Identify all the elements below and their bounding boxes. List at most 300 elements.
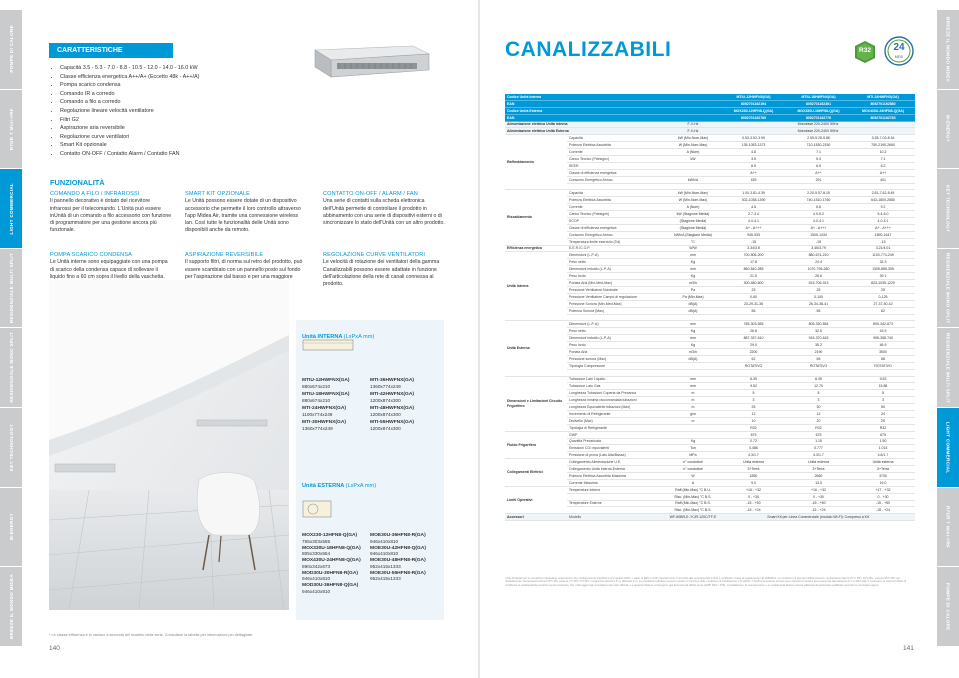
value-cell: 20 (786, 417, 851, 424)
table-row (505, 176, 915, 183)
value-cell: MOX330U-18HFN8-Q(GA) (786, 107, 851, 114)
value-cell: MTIU-12HWFNX(GA) (721, 94, 786, 100)
value-cell: 740-1510-1760 (786, 197, 851, 204)
unit-dimensions: 1100x774x249 (302, 411, 333, 417)
value-cell: 26.6 (721, 328, 786, 335)
row-label: Temperature interne (567, 486, 665, 493)
unit-cell: mm (665, 335, 721, 342)
row-label: Pressione Sonora (Min-Med-Max) (567, 300, 665, 307)
unit-cell: (Stagione Media) (665, 218, 721, 225)
value-cell: 189 (721, 176, 786, 183)
value-cell: 32.5 (786, 328, 851, 335)
unit-dimension-item (370, 392, 434, 403)
value-cell: 3 (851, 397, 915, 404)
value-cell: A++ (851, 169, 915, 176)
value-cell: 0 - +30 (721, 493, 786, 500)
value-cell: MOX230-12HFN8-Q(GA) (721, 107, 786, 114)
table-row (505, 486, 915, 493)
value-cell: 29.0 (721, 342, 786, 349)
external-unit-title (302, 483, 376, 489)
value-cell: 12.70 (786, 383, 851, 390)
unit-dimension-item (302, 420, 366, 431)
row-label: Portata Aria (567, 348, 665, 355)
section-tab-label: RESIDENZIALE MONO SPLIT (8, 332, 14, 403)
row-label: Consumo Energetico Annuo (567, 176, 665, 183)
row-label: EAN (505, 100, 721, 107)
row-label: Alimentazione elettrica Unità Esterna (505, 128, 665, 135)
unit-cell (665, 183, 721, 190)
feature-item: • Comando IR a corredo (60, 90, 199, 99)
value-cell: 2190 (786, 348, 851, 355)
value-cell: 1.15 (786, 438, 851, 445)
table-row (505, 204, 915, 211)
unit-cell (665, 169, 721, 176)
table-row (505, 197, 915, 204)
unit-cell: Kg (665, 273, 721, 280)
unit-cell: mm (665, 266, 721, 273)
value-cell: -15 (786, 238, 851, 245)
value-cell: 4.0-4.1 (851, 218, 915, 225)
row-label: Consumo Energetico Annuo (567, 231, 665, 238)
ducted-unit-image (303, 40, 433, 82)
section-tab-label: BREEZE IL MONDO MIDEA (945, 16, 951, 82)
value-cell: 6.5 (786, 162, 851, 169)
value-cell: 1505-1434 (786, 231, 851, 238)
table-row (505, 121, 915, 128)
value-cell: 401 (851, 176, 915, 183)
value-cell: 3 (786, 397, 851, 404)
value-cell: 5 (851, 390, 915, 397)
unit-cell: kW (Stagione Media) (665, 211, 721, 218)
feature-item: • Pompa scarico condensa (60, 81, 199, 90)
unit-cell: WF-60BR-E / KJR-120C/TF-E (665, 514, 721, 521)
value-cell: 710-1530-2150 (786, 142, 851, 149)
value-cell: +16 - +32 (721, 486, 786, 493)
value-cell: 25 (786, 286, 851, 293)
unit-cell: kW (Min-Nom-Max) (665, 190, 721, 197)
table-row (505, 472, 915, 479)
function-block (185, 191, 307, 235)
unit-cell: A (Nom) (665, 204, 721, 211)
row-label: Corrente (567, 149, 665, 156)
unit-dimension-item (302, 406, 366, 417)
unit-cell: m3/h (665, 348, 721, 355)
table-row (505, 211, 915, 218)
row-label: Capacità (567, 190, 665, 197)
unit-cell: W (Min-Nom-Max) (665, 142, 721, 149)
unit-dimension-item (370, 378, 434, 389)
value-cell: 945-933 (721, 231, 786, 238)
value-cell: 4.3/1.7 (786, 452, 851, 459)
row-label: Codice Unità Interna (505, 94, 721, 100)
value-cell: 860-540-285 (721, 266, 786, 273)
value-cell: 6.8 (786, 204, 851, 211)
value-cell: 0-125 (851, 293, 915, 300)
section-tab[interactable] (0, 10, 22, 90)
value-cell: 675 (721, 431, 786, 438)
value-cell: 5 (786, 390, 851, 397)
external-unit-title-text: Unità ESTERNA (302, 483, 345, 489)
row-label (567, 507, 665, 514)
value-cell (721, 314, 786, 321)
table-row (505, 397, 915, 404)
unit-model: MTI-24HWFNX(GA) (302, 406, 347, 411)
section-tab[interactable] (937, 169, 959, 249)
value-cell: 700-506-200 (721, 252, 786, 259)
section-tab[interactable] (0, 169, 22, 249)
unit-model: MTIU-12HWFNX(GA) (302, 378, 350, 383)
section-tab[interactable] (937, 90, 959, 170)
unit-cell: Kg (665, 342, 721, 349)
value-cell: 30 (786, 404, 851, 411)
value-cell: 750-2190-2660 (851, 142, 915, 149)
section-tab-label: RESIDENZIALE MULTI SPLIT (945, 332, 951, 403)
section-tab-label: M-ENERGY (8, 513, 14, 541)
row-label: Pressione di prova (Lato Alta/Bassa) (567, 452, 665, 459)
unit-cell: mm (665, 376, 721, 383)
value-cell: 13.5 (786, 479, 851, 486)
unit-dimension-item (302, 533, 366, 544)
value-cell: 765-303-555 (721, 321, 786, 328)
value-cell: 3+Terra (786, 466, 851, 473)
section-tab[interactable] (937, 10, 959, 90)
row-label: Peso lordo (567, 342, 665, 349)
section-tab-label: KEY TECHNOLOGY (8, 423, 14, 471)
value-cell: 0.777 (786, 445, 851, 452)
section-tab-label: R7DR T Mini-VRF (8, 107, 14, 151)
row-label: Modello (567, 514, 665, 521)
unit-cell: Risc. (Min-Max) °C B.S. (665, 507, 721, 514)
value-cell: 8052701162783 (851, 114, 915, 121)
value-cell: 3.45/3.79 (786, 245, 851, 252)
value-cell: 0.53-3.52-3.99 (721, 135, 786, 142)
unit-dimensions: 1360x774x249 (302, 425, 333, 431)
value-cell: 35.2 (786, 342, 851, 349)
unit-model: MOX230-12HFN8-Q(GA) (302, 533, 358, 538)
value-cell: 805-330-554 (786, 321, 851, 328)
section-tab[interactable] (0, 488, 22, 568)
table-row (505, 404, 915, 411)
row-label: Collegamento Unità Interna-Esterna (567, 466, 665, 473)
value-cell: 1.013 (851, 445, 915, 452)
function-title: POMPA SCARICO CONDENSA (50, 252, 132, 258)
section-tab[interactable] (937, 328, 959, 408)
row-label: Tipologia di Refrigerante (567, 424, 665, 431)
unit-cell: Risc. (Min-Max) °C B.S. (665, 493, 721, 500)
value-cell: 25 (851, 417, 915, 424)
section-tab-label: RESIDENZIALE MULTI SPLIT (8, 253, 14, 324)
function-text: Le Unità interne sono equipaggiate con una pompa di scarico della condensa capace di sollevare il liquido fino a 60 cm sopra il livello della vaschetta. (50, 259, 168, 280)
unit-cell: n° conduttori (665, 459, 721, 466)
value-cell: 291 (786, 176, 851, 183)
section-tab[interactable] (0, 249, 22, 329)
unit-cell: dB(A) (665, 307, 721, 314)
value-cell: 2.20-5.57-6.15 (786, 190, 851, 197)
table-row (505, 438, 915, 445)
unit-cell: m3/h (665, 280, 721, 287)
unit-cell: mm (665, 383, 721, 390)
unit-model: MOE30U-48HFN8-R(GA) (370, 558, 426, 563)
unit-dimensions: 1360x774x249 (370, 383, 401, 389)
unit-model: MOX330U-18HFN8-Q(GA) (302, 545, 361, 551)
functionality-title: FUNZIONALITÀ (50, 178, 105, 187)
value-cell: 46.9 (851, 342, 915, 349)
value-cell: 25 (721, 404, 786, 411)
unit-dimensions: 765x303x555 (302, 538, 331, 544)
value-cell (851, 183, 915, 190)
section-tab-label: RESIDENZIALE MONO SPLIT (945, 252, 951, 324)
section-tab[interactable] (937, 408, 959, 488)
value-cell: 8052701162361 (786, 100, 851, 107)
table-row (505, 493, 915, 500)
value-cell: R32 (851, 424, 915, 431)
value-cell: 3.34/3.8 (721, 245, 786, 252)
feature-item: • Regolazione lineare velocità ventilatore (60, 107, 199, 116)
function-block (50, 191, 172, 235)
unit-cell: W/W (665, 245, 721, 252)
unit-dimension-item (302, 546, 366, 557)
unit-dimensions: 1200x874x300 (370, 425, 401, 431)
value-cell: 0-60 (721, 293, 786, 300)
value-cell: 890-342-673 (851, 321, 915, 328)
value-cell: R32 (721, 424, 786, 431)
unit-dimensions: 1200x874x300 (370, 397, 401, 403)
value-cell: Unità esterna (786, 459, 851, 466)
row-label: Peso netto (567, 328, 665, 335)
table-row (505, 383, 915, 390)
unit-dimensions: 952x415x1333 (370, 576, 401, 582)
value-cell: Monofase 220-240V 50Hz (721, 128, 915, 135)
right-section-tabs (937, 0, 959, 678)
unit-dimension-item (370, 533, 434, 544)
unit-cell (665, 431, 721, 438)
value-cell: -15 - +24 (721, 507, 786, 514)
value-cell: 26-34-38-41 (786, 300, 851, 307)
value-cell: 1.50 (851, 438, 915, 445)
room-installation-photo (49, 280, 289, 610)
unit-model: MOE30U-42HFN8-Q(GA) (370, 545, 426, 551)
value-cell: -15 (721, 238, 786, 245)
table-row (505, 100, 915, 107)
warranty-months: 24 (893, 42, 905, 53)
value-cell (786, 369, 851, 376)
table-row (505, 348, 915, 355)
unit-model: MTIU-18HWFNX(GA) (302, 392, 350, 397)
unit-cell: A (665, 479, 721, 486)
page-number: 141 (903, 645, 914, 652)
value-cell: 27-37-40-42 (851, 300, 915, 307)
unit-cell: MPa (665, 452, 721, 459)
page-title: CANALIZZABILI (505, 38, 672, 61)
unit-model: MOD30U-36HFN8-Q(GA) (302, 583, 359, 588)
value-cell: 65 (786, 355, 851, 362)
row-label: EAN (505, 114, 721, 121)
row-label: Peso netto (567, 259, 665, 266)
table-row (505, 231, 915, 238)
value-cell: 675 (851, 431, 915, 438)
value-cell (786, 183, 851, 190)
value-cell: 3500 (851, 348, 915, 355)
value-cell: 1070-795-280 (786, 266, 851, 273)
warranty-label: MESI (894, 55, 904, 59)
value-cell: 9.2 (851, 204, 915, 211)
row-label (567, 493, 665, 500)
unit-cell: m (665, 390, 721, 397)
section-tab-label: KEY TECHNOLOGY (945, 184, 951, 233)
value-cell: 4.8 (721, 149, 786, 156)
value-cell: 4.3/1.7 (721, 452, 786, 459)
section-tab-label: POMPE DI CALORE (945, 582, 951, 631)
value-cell (721, 369, 786, 376)
row-label: Corrente (567, 204, 665, 211)
value-cell: 8052701162194 (721, 100, 786, 107)
unit-cell: g/m (665, 410, 721, 417)
value-cell: 6.2 (851, 162, 915, 169)
value-cell: 2660 (786, 472, 851, 479)
value-cell: R32 (786, 424, 851, 431)
unit-dimension-item (370, 546, 434, 557)
table-row (505, 266, 915, 273)
value-cell: 4.9-5.2 (786, 211, 851, 218)
value-cell: 7.1 (786, 149, 851, 156)
row-label: SEER (567, 162, 665, 169)
table-row (505, 424, 915, 431)
value-cell: 43.9 (851, 328, 915, 335)
feature-item: • Comando a filo a corredo (60, 98, 199, 107)
unit-cell: Ton (665, 445, 721, 452)
external-dim-label: (LxPxA mm) (345, 483, 377, 489)
value-cell: 0-100 (786, 293, 851, 300)
section-tab[interactable] (0, 408, 22, 488)
table-row (505, 114, 915, 121)
section-tab[interactable] (0, 90, 22, 170)
unit-cell: kWh/A (665, 176, 721, 183)
section-tab[interactable] (937, 567, 959, 647)
value-cell: 21.5 (721, 273, 786, 280)
value-cell: 0.72 (721, 438, 786, 445)
value-cell: 675 (786, 431, 851, 438)
function-text: Il pannello decorativo è dotato del ricevitore infrarossi per il telecomando. L'Unità può essere inUnità di un comando a filo accessorio con funzione di programmatore per una gestione ancora più funzionale. (50, 198, 172, 234)
unit-dimensions: 805x330x554 (302, 551, 331, 557)
internal-dim-label: (LxPxA mm) (343, 334, 375, 340)
value-cell: 995-398-740 (851, 335, 915, 342)
unit-dimension-item (370, 571, 434, 582)
value-cell: 1890-1647 (851, 231, 915, 238)
page-number: 140 (49, 645, 60, 652)
unit-cell (665, 369, 721, 376)
unit-dimensions: 946x410x810 (370, 551, 399, 557)
value-cell: 24.4 (786, 259, 851, 266)
section-tab[interactable] (937, 488, 959, 568)
table-row (505, 466, 915, 473)
table-row (505, 390, 915, 397)
value-cell (721, 183, 786, 190)
section-tab-label: LIGHT COMMERCIAL (945, 421, 951, 474)
row-label: Alimentazione elettrica Unità Interna (505, 121, 665, 128)
value-cell: 56 (786, 307, 851, 314)
value-cell: ROTATIVO (721, 362, 786, 369)
feature-item: • Contatto ON-OFF / Contatto Alarm / Contatto FAN (60, 150, 199, 159)
table-row (505, 376, 915, 383)
value-cell: 19.0 (851, 479, 915, 486)
row-label: Lunghezza Equivalente tubazioni (Max) (567, 404, 665, 411)
value-cell: 8052701162880 (851, 100, 915, 107)
value-cell: 9.52 (851, 376, 915, 383)
unit-model: MOE30U-36HFN8-R(GA) (370, 533, 426, 538)
row-label: Peso lordo (567, 273, 665, 280)
table-row (505, 162, 915, 169)
section-tab[interactable] (0, 328, 22, 408)
unit-dimensions: 1200x874x300 (370, 411, 401, 417)
table-row (505, 224, 915, 231)
value-cell (851, 314, 915, 321)
features-header: CARATTERISTICHE (49, 43, 173, 58)
row-label (567, 314, 665, 321)
value-cell: -15 - +24 (786, 507, 851, 514)
row-label: Dimensioni Imballo (L-P-A) (567, 335, 665, 342)
value-cell: 10.2 (851, 149, 915, 156)
value-cell: 4.5 (721, 204, 786, 211)
table-row (505, 259, 915, 266)
table-row (505, 149, 915, 156)
unit-dimension-item (302, 378, 366, 389)
unit-dimension-item (370, 406, 434, 417)
function-text: Le velocità di rotazione dei ventilatori della gamma Canalizzabili possono essere adattate in funzione dell'articolazione della rete di canali connessa al prodotto. (323, 259, 440, 288)
value-cell: 32.3 (851, 259, 915, 266)
section-tab[interactable] (0, 567, 22, 647)
indoor-unit-icon (302, 338, 354, 352)
internal-unit-title (302, 334, 374, 340)
row-label: Potenza Sonora (Max) (567, 307, 665, 314)
value-cell: -15 - +24 (851, 507, 915, 514)
value-cell: 887-337-610 (721, 335, 786, 342)
function-text: Il supporto filtri, di norma sul retro del prodotto, può essere scambiato con un pannello posto sul fondo per l'aspirazione dal basso e per una maggiore (185, 259, 303, 280)
value-cell: 3+Terra (721, 466, 786, 473)
table-row (505, 479, 915, 486)
unit-model: MTI-30HWFNX(GA) (302, 420, 347, 425)
unit-cell: kWh/A (Stagione Media) (665, 231, 721, 238)
section-tab-label: POMPE DI CALORE (8, 25, 14, 74)
unit-dimension-item (302, 392, 366, 403)
row-label: Collegamento Alimentazione U.E. (567, 459, 665, 466)
value-cell: 62 (851, 307, 915, 314)
table-notes: I dati dichiarati per le prestazioni riguardano unità interne con configurazione standard come da EN 14511. I valori di EER e COP calcolati sono in accordo alla normativa EN 14511 e certificati in base al regolamento UE 206/2012. Le condizioni di test per raffrescamento: temperatura interna 27°C BS / 19°C BU, esterna 35°C BS; per riscaldamento: temperatura interna 20°C BS, esterna 7°C BS / 6°C BU. Lunghezza tubazioni 5 m, dislivello 0 m. Le prestazioni effettive possono variare in funzione delle condizioni di installazione e di utilizzo. I livelli di pressione sonora sono misurati in camera semi-anecoica alla distanza di 1 m dall'unità. Il costruttore si riserva il diritto di modificare le caratteristiche tecniche senza preavviso. Per i dati aggiornati consultare il sito web ufficiale. Le apparecchiature contengono gas fluorurati ad effetto serra (GWP R32 = 675). L'installazione, la manutenzione e lo smaltimento devono essere effettuati da personale qualificato secondo le normative vigenti. (505, 577, 907, 587)
row-label: Pressione Ventilatore Nominale (567, 286, 665, 293)
value-cell: 10 (721, 417, 786, 424)
row-label: GWP (567, 431, 665, 438)
row-label: SCOP (567, 218, 665, 225)
table-row (505, 369, 915, 376)
value-cell: Monofase 220-240V 50Hz (721, 121, 915, 128)
value-cell: 4.6/1.7 (851, 452, 915, 459)
table-row (505, 321, 915, 328)
value-cell: 6.35 (786, 376, 851, 383)
table-row (505, 507, 915, 514)
section-tab[interactable] (937, 249, 959, 329)
value-cell: MTI-24HWFNX(GA) (851, 94, 915, 100)
feature-item: • Smart Kit opzionale (60, 141, 199, 150)
row-label: Capacità (567, 135, 665, 142)
value-cell: 17.8 (721, 259, 786, 266)
row-label: Dislivello (Max) (567, 417, 665, 424)
row-label: Quantità Precaricata (567, 438, 665, 445)
unit-model: MTI-48HWFNX(GA) (370, 406, 415, 411)
unit-cell (665, 314, 721, 321)
value-cell: 3+Terra (851, 466, 915, 473)
unit-dimensions: 890x342x673 (302, 563, 331, 569)
function-text: Le Unità possono essere dotate di un dispositivo accessorio che permette il loro controllo attraverso l'app Midea Air, tramite una connessione wireless lan. Così tutte le funzionalità delle Unità sono disponibili anche da remoto. (185, 198, 301, 234)
row-label: Temperature Esterne (567, 500, 665, 507)
